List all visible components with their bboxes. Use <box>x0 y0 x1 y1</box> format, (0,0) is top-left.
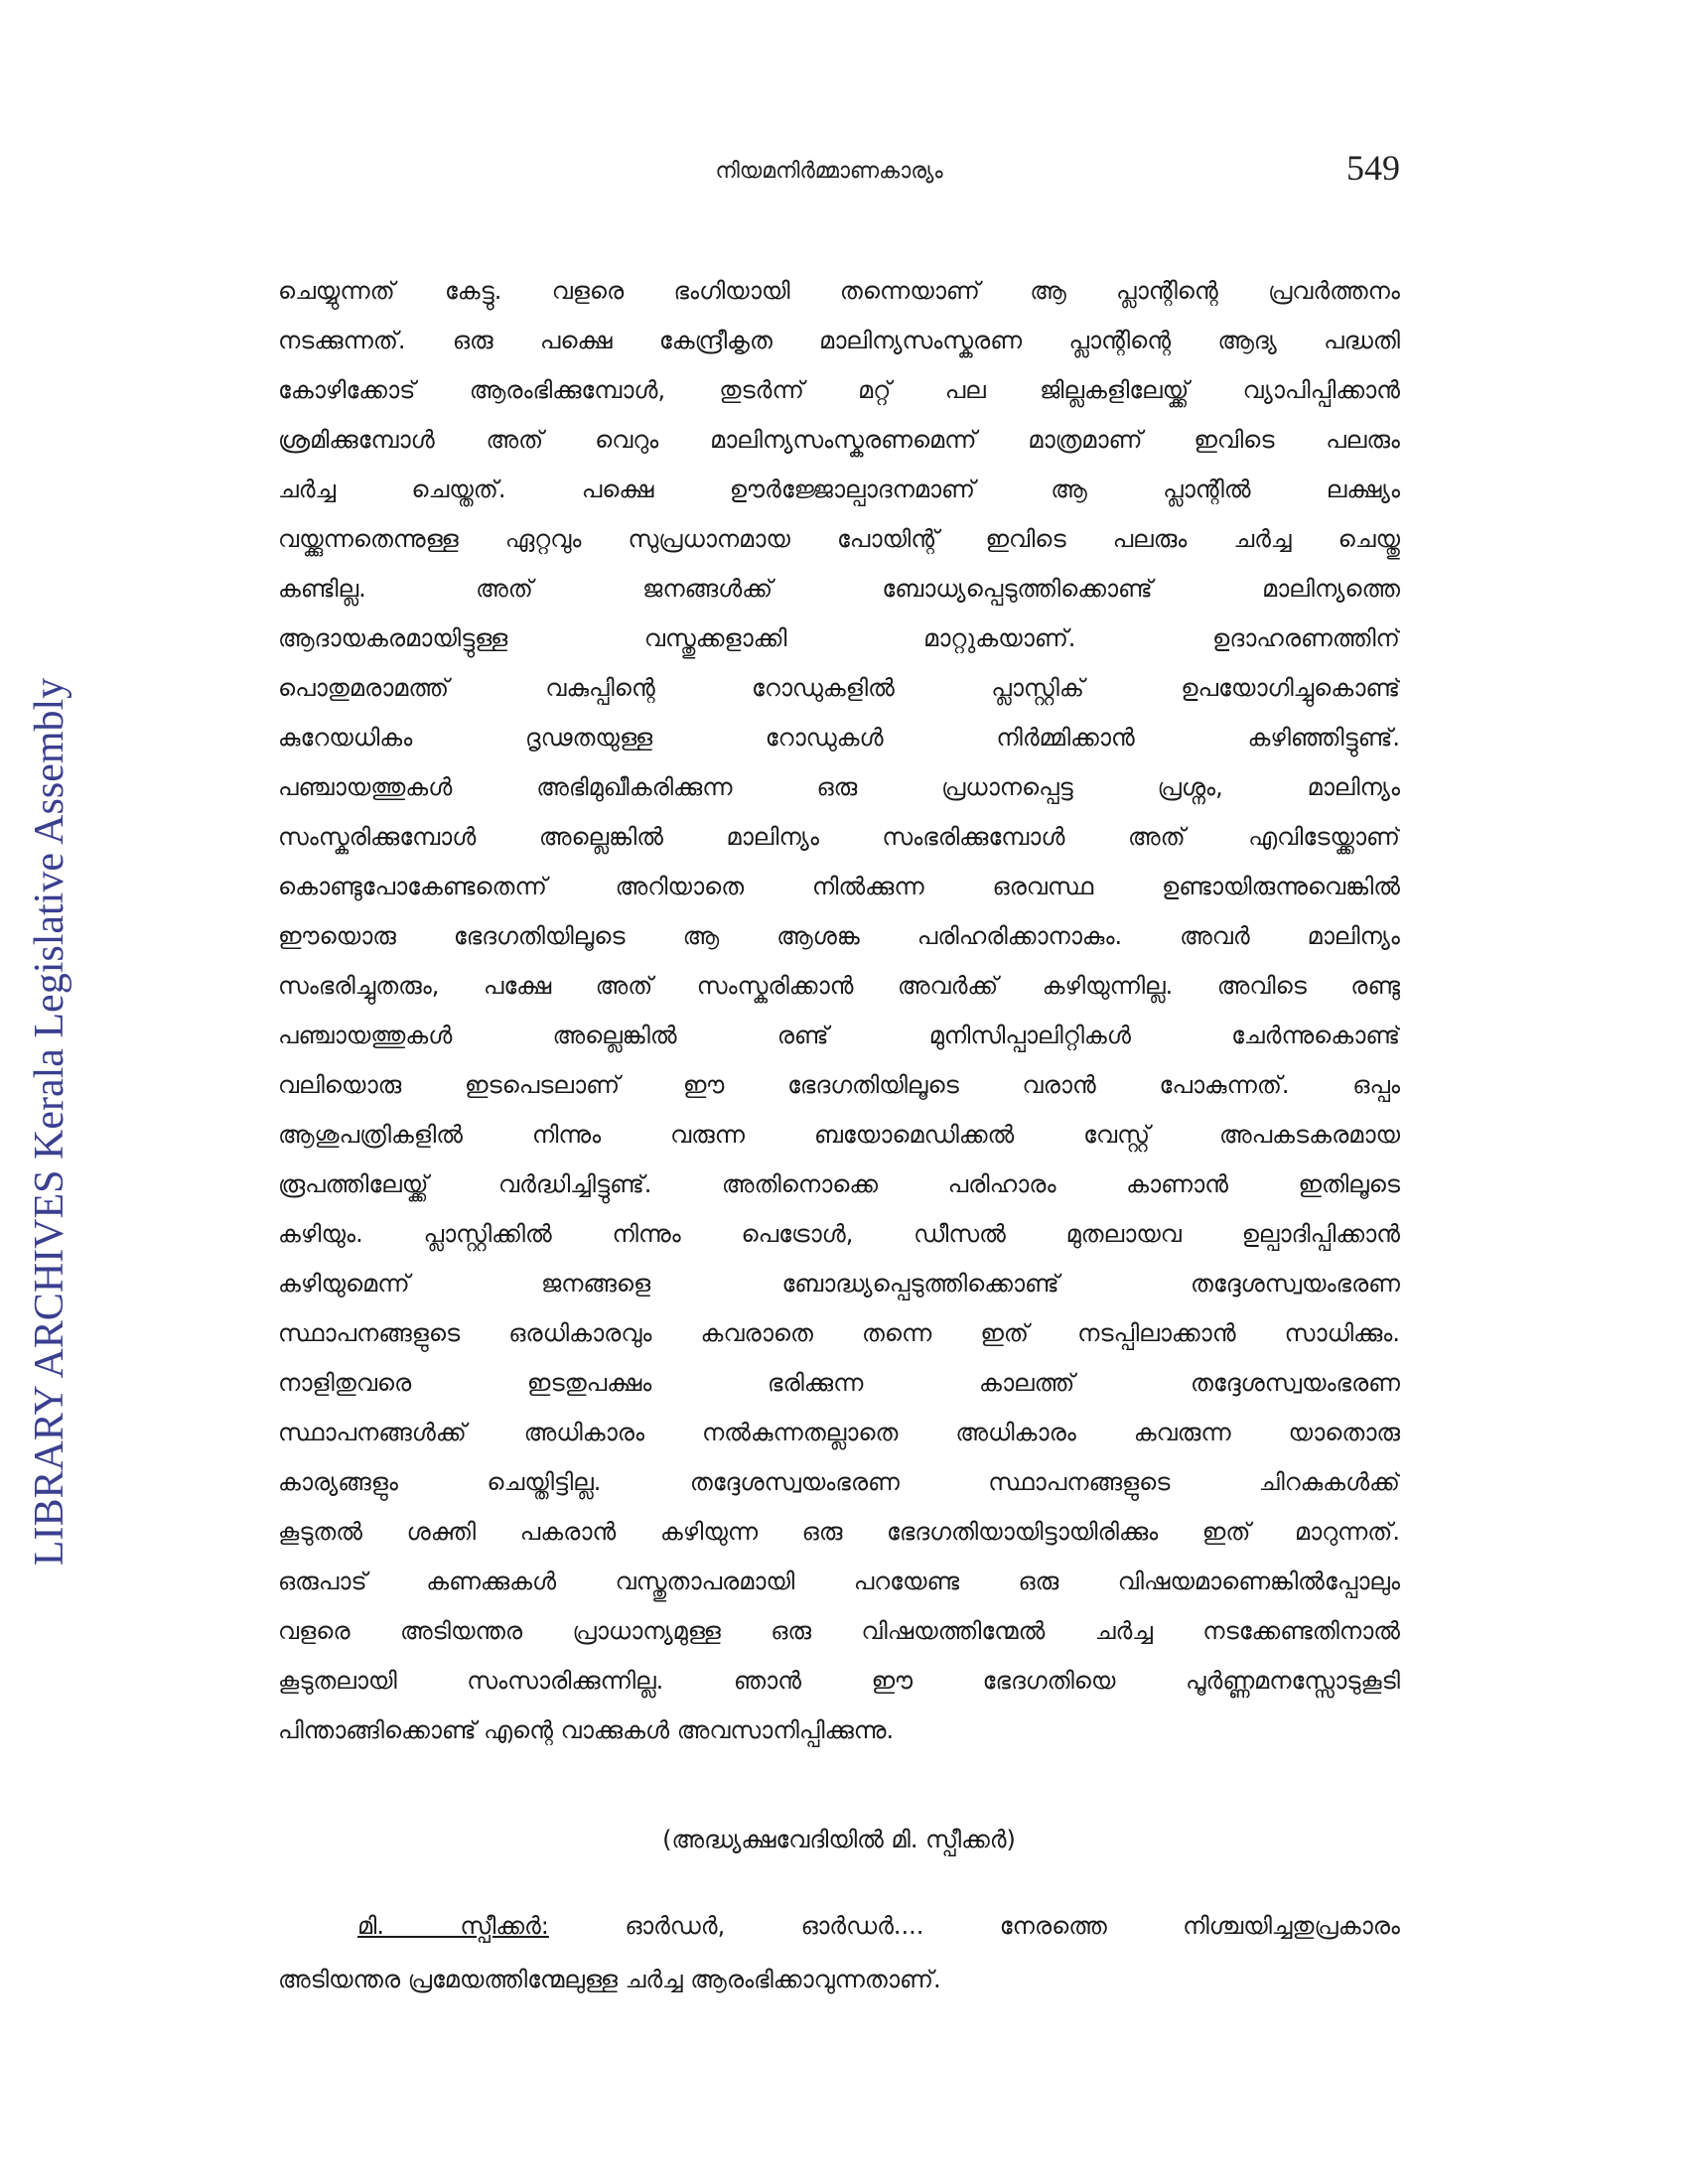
body-line: കഴിയുമെന്ന് ജനങ്ങളെ ബോദ്ധ്യപ്പെടുത്തിക്കൊണ്ട് തദ്ദേശസ്വയംഭരണ <box>278 1270 1400 1297</box>
body-line: ഒരുപാട് കണക്കുകൾ വസ്തുതാപരമായി പറയേണ്ട ഒരു വിഷയമാണെങ്കിൽപ്പോലും <box>278 1568 1400 1595</box>
archive-watermark: LIBRARY ARCHIVES Kerala Legislative Assembly <box>27 677 72 1567</box>
page-number: 549 <box>1346 148 1400 188</box>
body-line: ശ്രമിക്കുമ്പോൾ അത് വെറും മാലിന്യസംസ്കരണമെന്ന് മാത്രമാണ് ഇവിടെ പലരും <box>278 426 1400 454</box>
body-line: ചർച്ച ചെയ്തത്. പക്ഷെ ഊർജ്ജോല്പാദനമാണ് ആ പ്ലാന്റിൽ ലക്ഷ്യം <box>278 476 1400 503</box>
body-line: പൊതുമരാമത്ത് വകുപ്പിന്റെ റോഡുകളിൽ പ്ലാസ്റ്റിക് ഉപയോഗിച്ചുകൊണ്ട് <box>278 674 1400 702</box>
body-line: കോഴിക്കോട് ആരംഭിക്കുമ്പോൾ, തുടർന്ന് മറ്റ് പല ജില്ലകളിലേയ്ക്ക് വ്യാപിപ്പിക്കാൻ <box>278 376 1400 404</box>
speaker-line-second: അടിയന്തര പ്രമേയത്തിന്മേലുള്ള ചർച്ച ആരംഭിക്കാവുന്നതാണ്. <box>278 1966 941 1993</box>
body-line: സ്ഥാപനങ്ങൾക്ക് അധികാരം നൽകുന്നതല്ലാതെ അധികാരം കവരുന്ന യാതൊരു <box>278 1419 1400 1446</box>
body-line: സംസ്കരിക്കുമ്പോൾ അല്ലെങ്കിൽ മാലിന്യം സംഭരിക്കുമ്പോൾ അത് എവിടേയ്ക്കാണ് <box>278 823 1400 851</box>
body-line: നടക്കുന്നത്. ഒരു പക്ഷെ കേന്ദ്രീകൃത മാലിന്യസംസ്കരണ പ്ലാന്റിന്റെ ആദ്യ പദ്ധതി <box>278 327 1400 354</box>
body-line: കണ്ടില്ല. അത് ജനങ്ങൾക്ക് ബോധ്യപ്പെടുത്തിക്കൊണ്ട് മാലിന്യത്തെ <box>278 575 1400 603</box>
body-line: സംഭരിച്ചുതരും, പക്ഷേ അത് സംസ്കരിക്കാൻ അവർക്ക് കഴിയുന്നില്ല. അവിടെ രണ്ടു <box>278 972 1400 1000</box>
running-head: നിയമനിർമ്മാണകാര്യം <box>715 159 943 184</box>
body-line: സ്ഥാപനങ്ങളുടെ ഒരധികാരവും കവരാതെ തന്നെ ഇത് നടപ്പിലാക്കാൻ സാധിക്കും. <box>278 1319 1400 1347</box>
body-line-last: പിന്താങ്ങിക്കൊണ്ട് എന്റെ വാക്കുകൾ അവസാനിപ്പിക്കുന്നു. <box>278 1716 895 1744</box>
speaker-line-first <box>278 1899 1400 1953</box>
body-line: നാളിതുവരെ ഇടതുപക്ഷം ഭരിക്കുന്ന കാലത്ത് തദ്ദേശസ്വയംഭരണ <box>278 1369 1400 1397</box>
body-line: വളരെ അടിയന്തര പ്രാധാന്യമുള്ള ഒരു വിഷയത്തിന്മേൽ ചർച്ച നടക്കേണ്ടതിനാൽ <box>278 1617 1400 1645</box>
body-line: ആദായകരമായിട്ടുള്ള വസ്തുക്കളാക്കി മാറ്റുകയാണ്. ഉദാഹരണത്തിന് <box>278 624 1400 652</box>
speaker-name: മി. സ്പീക്കർ: <box>357 1912 549 1940</box>
body-line: പഞ്ചായത്തുകൾ അല്ലെങ്കിൽ രണ്ട് മുനിസിപ്പാലിറ്റികൾ ചേർന്നുകൊണ്ട് <box>278 1022 1400 1049</box>
body-line: കഴിയും. പ്ലാസ്റ്റിക്കിൽ നിന്നും പെട്രോൾ, ഡീസൽ മുതലായവ ഉല്പാദിപ്പിക്കാൻ <box>278 1220 1400 1248</box>
body-line: പഞ്ചായത്തുകൾ അഭിമുഖീകരിക്കുന്ന ഒരു പ്രധാനപ്പെട്ട പ്രശ്നം, മാലിന്യം <box>278 773 1400 801</box>
body-line: ഈയൊരു ഭേദഗതിയിലൂടെ ആ ആശങ്ക പരിഹരിക്കാനാകും. അവർ മാലിന്യം <box>278 922 1400 950</box>
stage-direction: (അദ്ധ്യക്ഷവേദിയിൽ മി. സ്പീക്കർ) <box>662 1826 1016 1853</box>
body-line: കൂടുതലായി സംസാരിക്കുന്നില്ല. ഞാൻ ഈ ഭേദഗതിയെ പൂർണ്ണമനസ്സോടുകൂടി <box>278 1667 1400 1695</box>
body-line: കാര്യങ്ങളും ചെയ്തിട്ടില്ല. തദ്ദേശസ്വയംഭരണ സ്ഥാപനങ്ങളുടെ ചിറകുകൾക്ക് <box>278 1468 1400 1496</box>
speaker-block <box>278 1899 1400 2006</box>
body-line: ആശുപത്രികളിൽ നിന്നും വരുന്ന ബയോമെഡിക്കൽ വേസ്റ്റ് അപകടകരമായ <box>278 1121 1400 1149</box>
body-line: ചെയ്യുന്നത് കേട്ടു. വളരെ ഭംഗിയായി തന്നെയാണ് ആ പ്ലാന്റിന്റെ പ്രവർത്തനം <box>278 277 1400 305</box>
speaker-speech: ഓർഡർ, ഓർഡർ.... നേരത്തെ നിശ്ചയിച്ചതുപ്രകാരം <box>625 1912 1400 1940</box>
body-line: കൊണ്ടുപോകേണ്ടതെന്ന് അറിയാതെ നിൽക്കുന്ന ഒരവസ്ഥ ഉണ്ടായിരുന്നുവെങ്കിൽ <box>278 873 1400 900</box>
body-line: വയ്ക്കുന്നതെന്നുള്ള ഏറ്റവും സുപ്രധാനമായ പോയിന്റ് ഇവിടെ പലരും ചർച്ച ചെയ്തു <box>278 525 1400 553</box>
body-text <box>278 266 1400 1755</box>
page-header <box>258 147 1400 206</box>
body-line: കുറേയധികം ദൃഢതയുള്ള റോഡുകൾ നിർമ്മിക്കാൻ കഴിഞ്ഞിട്ടുണ്ട്. <box>278 724 1400 751</box>
body-line: രൂപത്തിലേയ്ക്ക് വർദ്ധിച്ചിട്ടുണ്ട്. അതിനൊക്കെ പരിഹാരം കാണാൻ ഇതിലൂടെ <box>278 1170 1400 1198</box>
body-line: കൂടുതൽ ശക്തി പകരാൻ കഴിയുന്ന ഒരു ഭേദഗതിയായിട്ടായിരിക്കും ഇത് മാറുന്നത്. <box>278 1518 1400 1546</box>
body-line: വലിയൊരു ഇടപെടലാണ് ഈ ഭേദഗതിയിലൂടെ വരാൻ പോകുന്നത്. ഒപ്പം <box>278 1071 1400 1099</box>
